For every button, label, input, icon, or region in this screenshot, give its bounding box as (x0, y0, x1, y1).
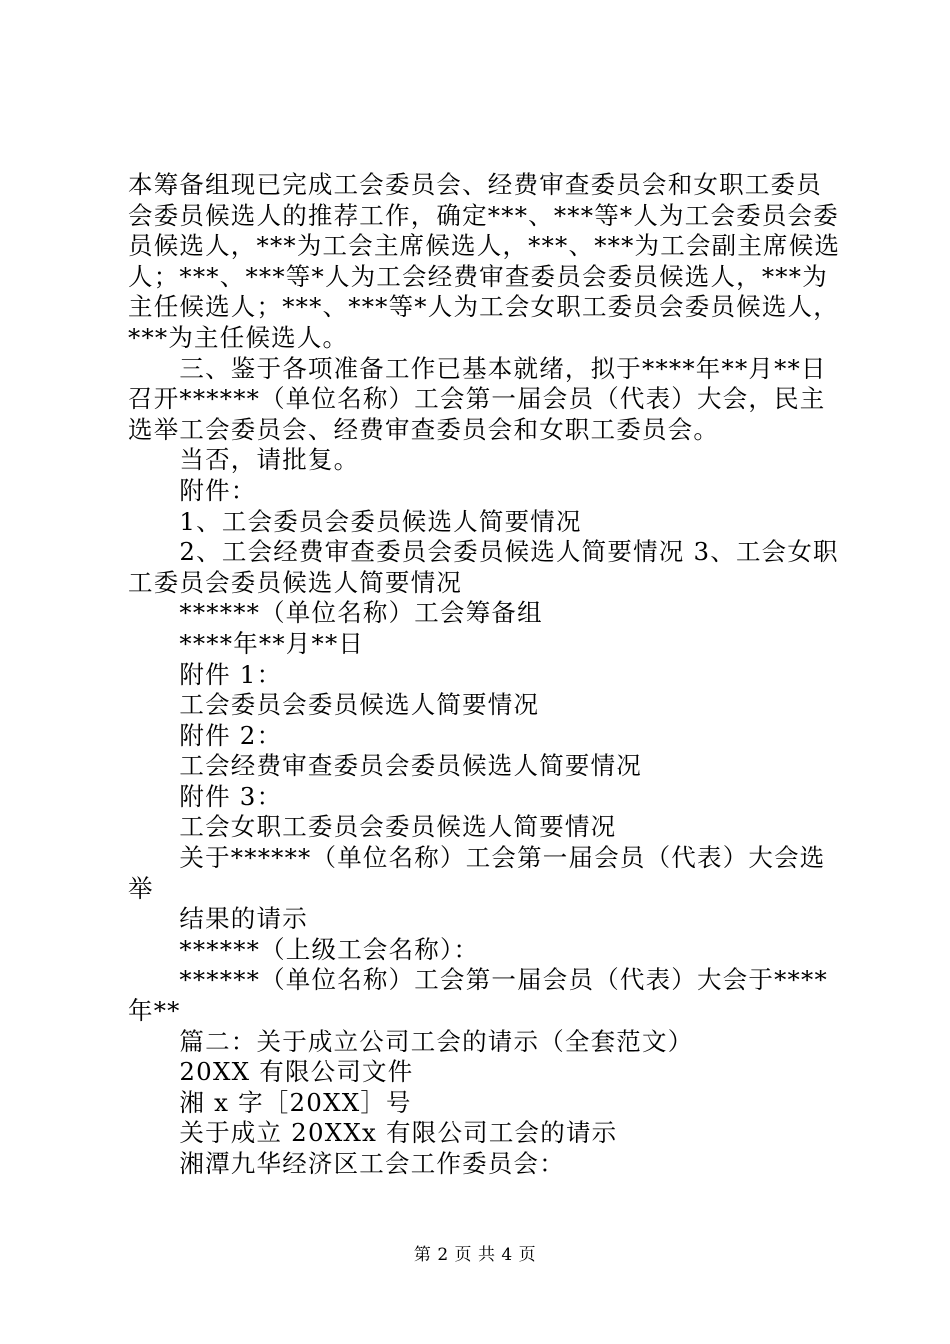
text-line: 附件 3： (128, 781, 283, 811)
text-line: 关于成立 20XXx 有限公司工会的请示 (128, 1118, 618, 1148)
text-line: 关于******（单位名称）工会第一届会员（代表）大会选 (128, 843, 826, 873)
text-line: 当否，请批复。 (128, 445, 360, 475)
text-line: 主任候选人；***、***等*人为工会女职工委员会委员候选人， (128, 292, 839, 322)
text-line: 员候选人，***为工会主席候选人，***、***为工会副主席候选 (128, 231, 841, 261)
text-line: 附件： (128, 475, 257, 505)
text-line: 1、工会委员会委员候选人简要情况 (128, 506, 582, 536)
text-line: 20XX 有限公司文件 (128, 1057, 414, 1087)
text-line: 举 (128, 873, 154, 903)
document-body (128, 170, 841, 1180)
page-number: 第 2 页 共 4 页 (413, 1245, 537, 1265)
text-line: 工委员会委员候选人简要情况 (128, 567, 463, 597)
text-line: 湘 x 字［20XX］号 (128, 1087, 412, 1117)
text-line: ***为主任候选人。 (128, 322, 349, 352)
text-line: 人；***、***等*人为工会经费审查委员会委员候选人，***为 (128, 261, 828, 291)
text-line: 三、鉴于各项准备工作已基本就绪，拟于****年**月**日 (128, 353, 827, 383)
text-line: 湘潭九华经济区工会工作委员会： (128, 1149, 565, 1178)
text-line: 工会经费审查委员会委员候选人简要情况 (128, 751, 642, 781)
text-line: 工会女职工委员会委员候选人简要情况 (128, 812, 617, 842)
text-line: 会委员候选人的推荐工作，确定***、***等*人为工会委员会委 (128, 200, 839, 230)
text-line: 选举工会委员会、经费审查委员会和女职工委员会。 (128, 414, 720, 444)
text-line: 篇二：关于成立公司工会的请示（全套范文） (128, 1026, 694, 1056)
text-line: 结果的请示 (128, 904, 308, 934)
text-line: 附件 1： (128, 659, 283, 689)
text-line: 本筹备组现已完成工会委员会、经费审查委员会和女职工委员 (128, 170, 822, 199)
text-line: 2、工会经费审查委员会委员候选人简要情况 3、工会女职 (128, 537, 839, 567)
text-line: ****年**月**日 (128, 628, 365, 658)
text-line: 召开******（单位名称）工会第一届会员（代表）大会，民主 (128, 384, 826, 414)
text-line: ******（单位名称）工会筹备组 (128, 598, 543, 628)
text-line: ******（上级工会名称）： (128, 934, 480, 964)
page-footer (0, 1244, 950, 1266)
text-line: 附件 2： (128, 720, 283, 750)
text-line: ******（单位名称）工会第一届会员（代表）大会于**** (128, 965, 828, 995)
text-line: 年** (128, 996, 181, 1026)
text-line: 工会委员会委员候选人简要情况 (128, 690, 540, 720)
